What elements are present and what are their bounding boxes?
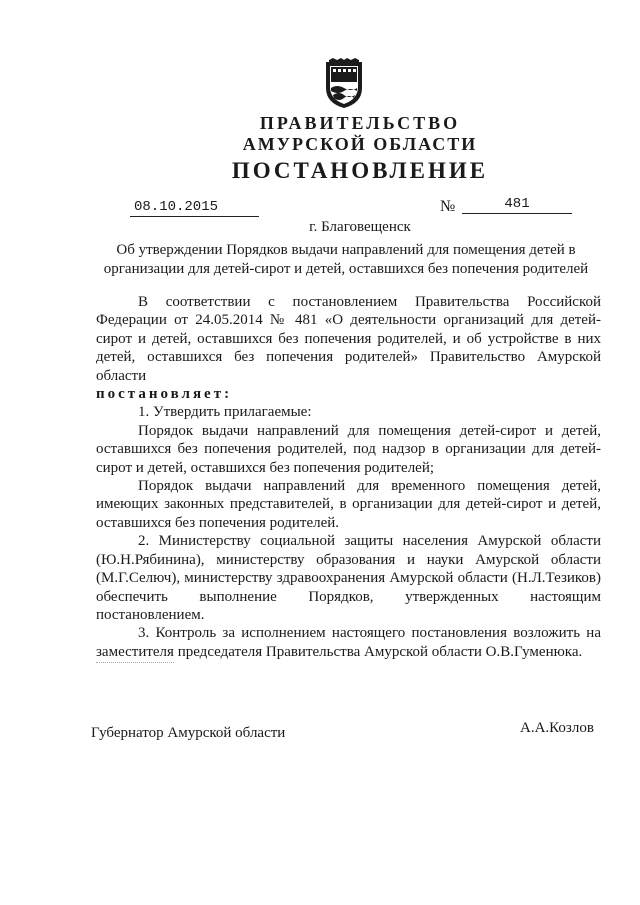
decree-word: постановляет: [96, 386, 233, 403]
organization-name-line2: АМУРСКОЙ ОБЛАСТИ [242, 134, 478, 154]
body-paragraph: 3. Контроль за исполнением настоящего постановления возложить на заместителя председателя Правительства Амурской области О.В.Гуменюка. [96, 625, 601, 660]
title-line: организации для детей-сирот и детей, оставшихся без попечения родителей [103, 261, 589, 277]
body-paragraph: 2. Министерству социальной защиты населения Амурской области (Ю.Н.Рябинина), министерству образования и науки Амурской области (М.Г.Селюч), министерству здравоохранения Амурской области (Н.Л.Тезиков) обеспечить выполнение Порядков, утвержденных настоящим постановлением. [96, 533, 601, 623]
document-body [96, 293, 601, 661]
document-type: ПОСТАНОВЛЕНИЕ [231, 158, 489, 183]
body-paragraph: Порядок выдачи направлений для помещения детей-сирот и детей, оставшихся без попечения родителей, под надзор в организации для детей-сирот и детей, оставшихся без попечения родителей; [96, 422, 601, 476]
title-line: Об утверждении Порядков выдачи направлений для помещения детей в [116, 242, 576, 258]
organization-name-line1: ПРАВИТЕЛЬСТВО [259, 113, 461, 133]
body-paragraph: 1. Утвердить прилагаемые: [138, 404, 312, 421]
stray-scan-mark [96, 662, 174, 663]
body-paragraph: Порядок выдачи направлений для временного помещения детей, имеющих законных представителей, в организации для детей-сирот и детей, оставшихся без попечения родителей. [96, 478, 601, 531]
document-title [96, 241, 596, 279]
coat-of-arms-icon [321, 58, 367, 110]
issue-city: г. Благовещенск [309, 219, 411, 235]
signatory-name: А.А.Козлов [520, 720, 594, 736]
signatory-role: Губернатор Амурской области [91, 725, 286, 741]
document-date: 08.10.2015 [130, 199, 259, 217]
document-number: 481 [462, 196, 572, 214]
number-label: № [440, 198, 456, 215]
preamble-paragraph: В соответствии с постановлением Правительства Российской Федерации от 24.05.2014 № 481 «О деятельности организаций для детей-сирот и детей, оставшихся без попечения родителей, и об устройстве в них детей, оставшихся без попечения родителей» Правительство Амурской области [96, 294, 601, 384]
